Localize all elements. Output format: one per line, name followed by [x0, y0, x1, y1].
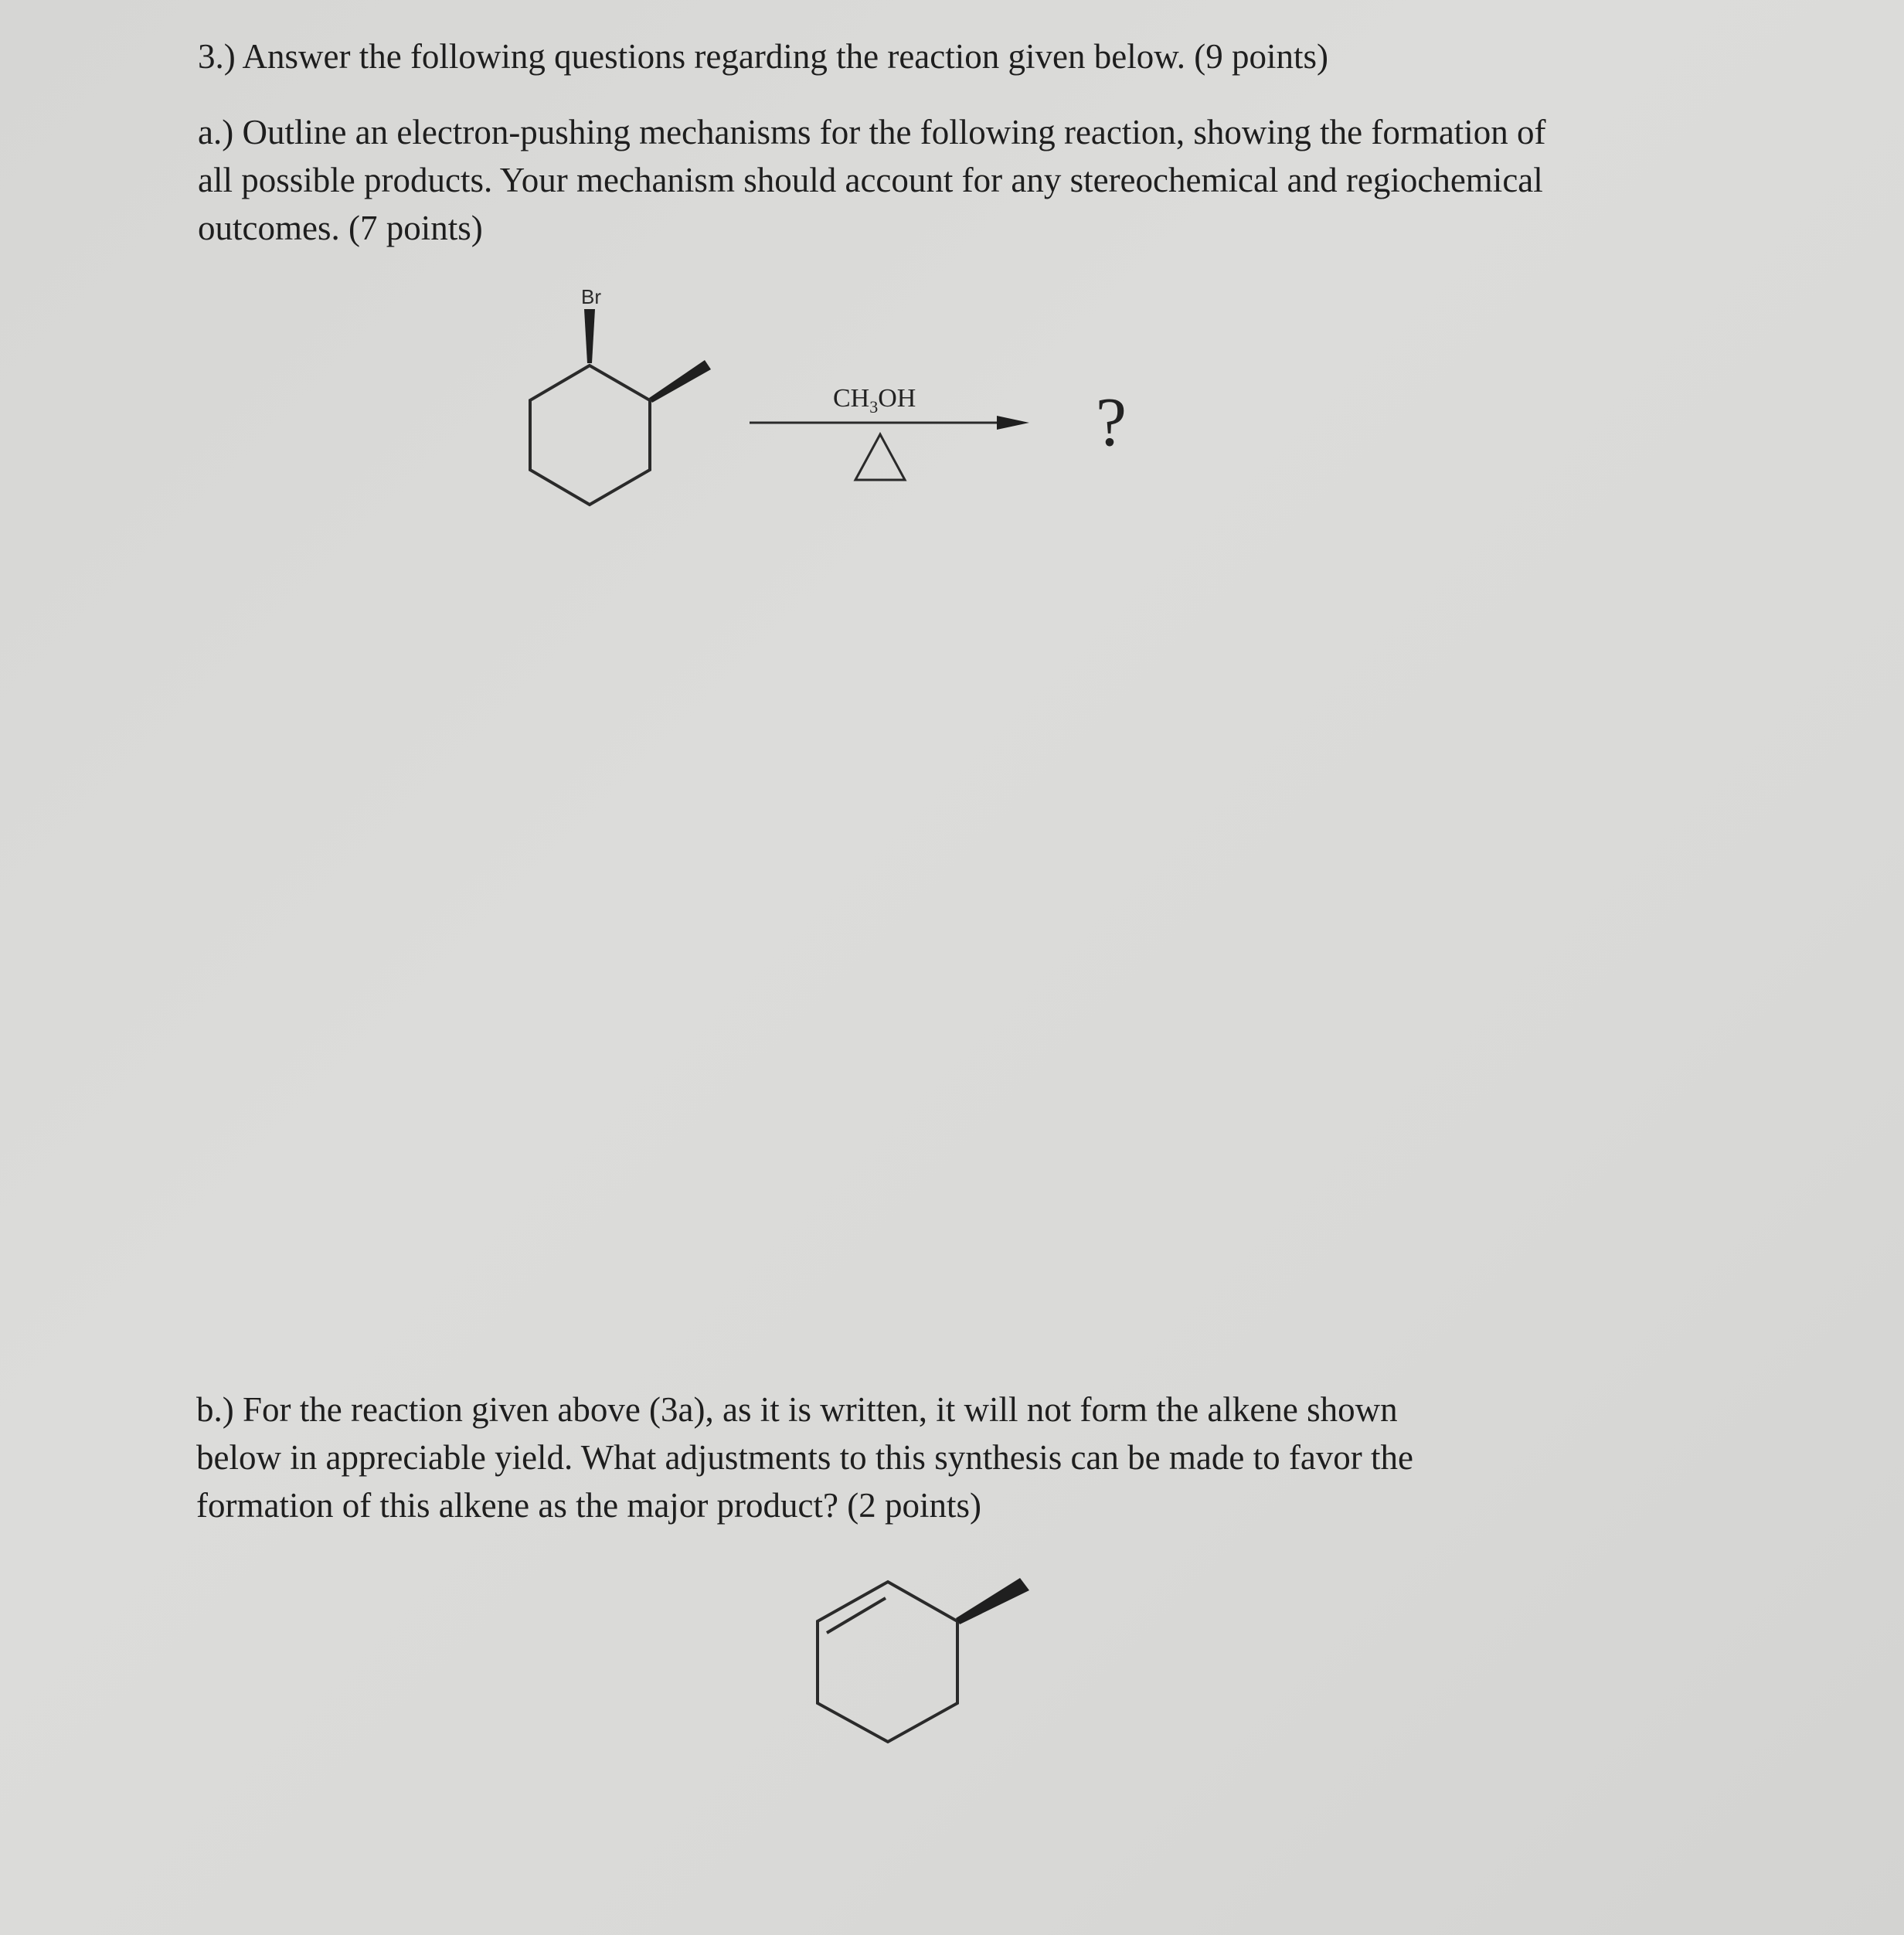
- methyl-wedge-bond-alkene: [956, 1578, 1029, 1624]
- part-a-line-3: outcomes. (7 points): [198, 209, 483, 247]
- part-b-line-2: below in appreciable yield. What adjustments to this synthesis can be made to favor the: [196, 1438, 1413, 1477]
- part-b-line-3: formation of this alkene as the major product? (2 points): [196, 1486, 981, 1525]
- question-title: 3.) Answer the following questions regarding the reaction given below. (9 points): [198, 37, 1329, 76]
- part-a-line-2: all possible products. Your mechanism should account for any stereochemical and regiochemical: [198, 161, 1543, 199]
- cyclohexene-ring: [818, 1582, 957, 1742]
- reagent-label: $CH_3OH$: [833, 384, 916, 417]
- part-a-line-1: a.) Outline an electron-pushing mechanisms for the following reaction, showing the formation of: [198, 113, 1546, 151]
- bromo-label: Br: [581, 285, 601, 308]
- double-bond-inner-line: [827, 1598, 886, 1633]
- part-b-line-1: b.) For the reaction given above (3a), as it is written, it will not form the alkene shown: [196, 1390, 1398, 1429]
- product-unknown-mark: ?: [1096, 384, 1127, 461]
